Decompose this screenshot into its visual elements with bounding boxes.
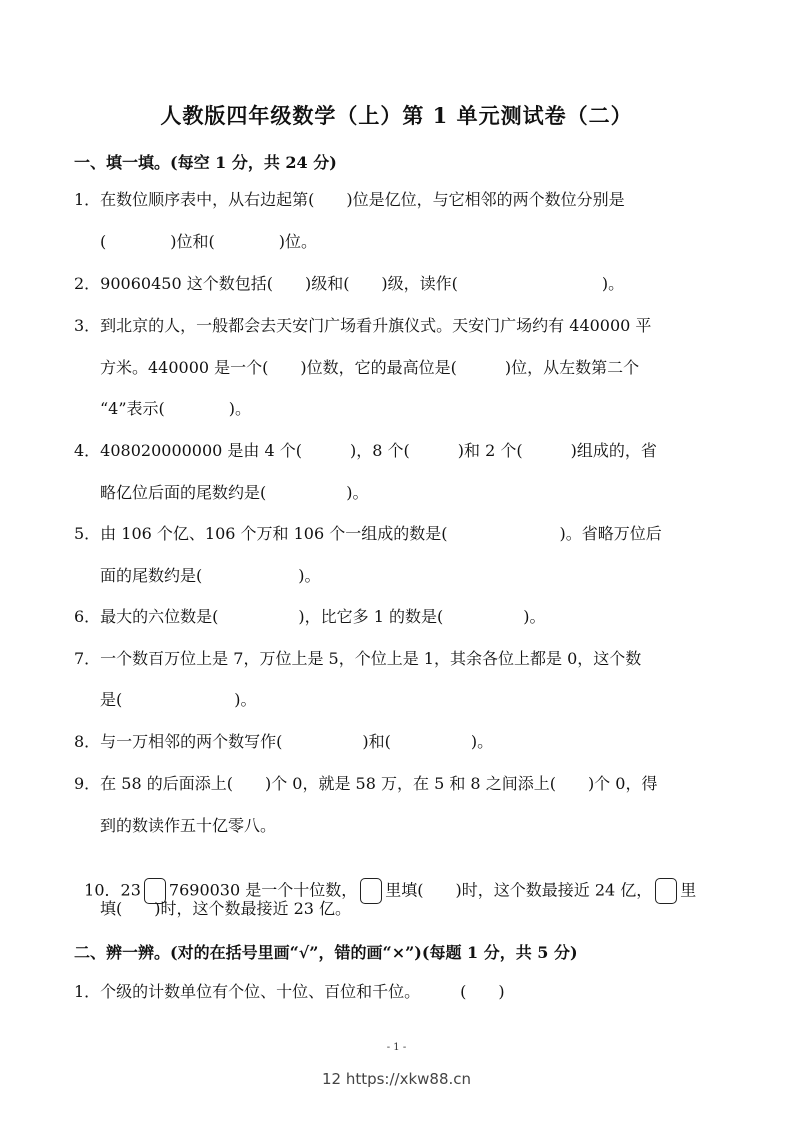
question-3-line-2: 方米。440000 是一个( )位数，它的最高位是( )位，从左数第二个 — [100, 358, 640, 377]
question-10-part-3: 里填( )时，这个数最接近 24 亿， — [385, 880, 653, 900]
question-10-part-2: 7690030 是一个十位数， — [168, 880, 358, 900]
question-10-part-1: 10．23 — [84, 880, 141, 900]
question-4-line-2: 略亿位后面的尾数约是( )。 — [100, 483, 369, 502]
question-2-line-1: 2．90060450 这个数包括( )级和( )级，读作( )。 — [74, 274, 625, 293]
question-7-line-1: 7．一个数百万位上是 7，万位上是 5，个位上是 1，其余各位上都是 0，这个数 — [74, 649, 642, 668]
question-10-part-4: 里 — [680, 880, 697, 900]
question-6-line-1: 6．最大的六位数是( )，比它多 1 的数是( )。 — [74, 607, 546, 626]
question-8-line-1: 8．与一万相邻的两个数写作( )和( )。 — [74, 732, 494, 751]
question-1-line-1: 1．在数位顺序表中，从右边起第( )位是亿位，与它相邻的两个数位分别是 — [74, 190, 625, 209]
question-10-line-1 — [74, 856, 696, 904]
answer-box-3[interactable] — [655, 878, 677, 904]
question-4-line-1: 4．408020000000 是由 4 个( )，8 个( )和 2 个( )组成的，省 — [74, 441, 657, 460]
section-2-heading: 二、辨一辨。(对的在括号里画“√”，错的画“×”)(每题 1 分，共 5 分) — [74, 943, 578, 962]
question-1-line-2: ( )位和( )位。 — [100, 232, 317, 251]
page-number: - 1 - — [386, 1042, 407, 1053]
section-1-heading: 一、填一填。(每空 1 分，共 24 分) — [74, 153, 337, 172]
question-10-line-2: 填( )时，这个数最接近 23 亿。 — [100, 899, 352, 918]
question-9-line-1: 9．在 58 的后面添上( )个 0，就是 58 万，在 5 和 8 之间添上( )个 0，得 — [74, 774, 658, 793]
question-3-line-1: 3．到北京的人，一般都会去天安门广场看升旗仪式。天安门广场约有 440000 平 — [74, 316, 652, 335]
judge-question-1: 1．个级的计数单位有个位、十位、百位和千位。 ( ) — [74, 982, 505, 1001]
answer-box-2[interactable] — [360, 878, 382, 904]
question-7-line-2: 是( )。 — [100, 690, 257, 709]
question-3-line-3: “4”表示( )。 — [100, 399, 252, 418]
page-title: 人教版四年级数学（上）第 1 单元测试卷（二） — [160, 103, 633, 128]
question-5-line-2: 面的尾数约是( )。 — [100, 566, 321, 585]
question-5-line-1: 5．由 106 个亿、106 个万和 106 个一组成的数是( )。省略万位后 — [74, 524, 662, 543]
question-9-line-2: 到的数读作五十亿零八。 — [100, 816, 277, 835]
watermark-url: 12 https://xkw88.cn — [321, 1070, 472, 1088]
